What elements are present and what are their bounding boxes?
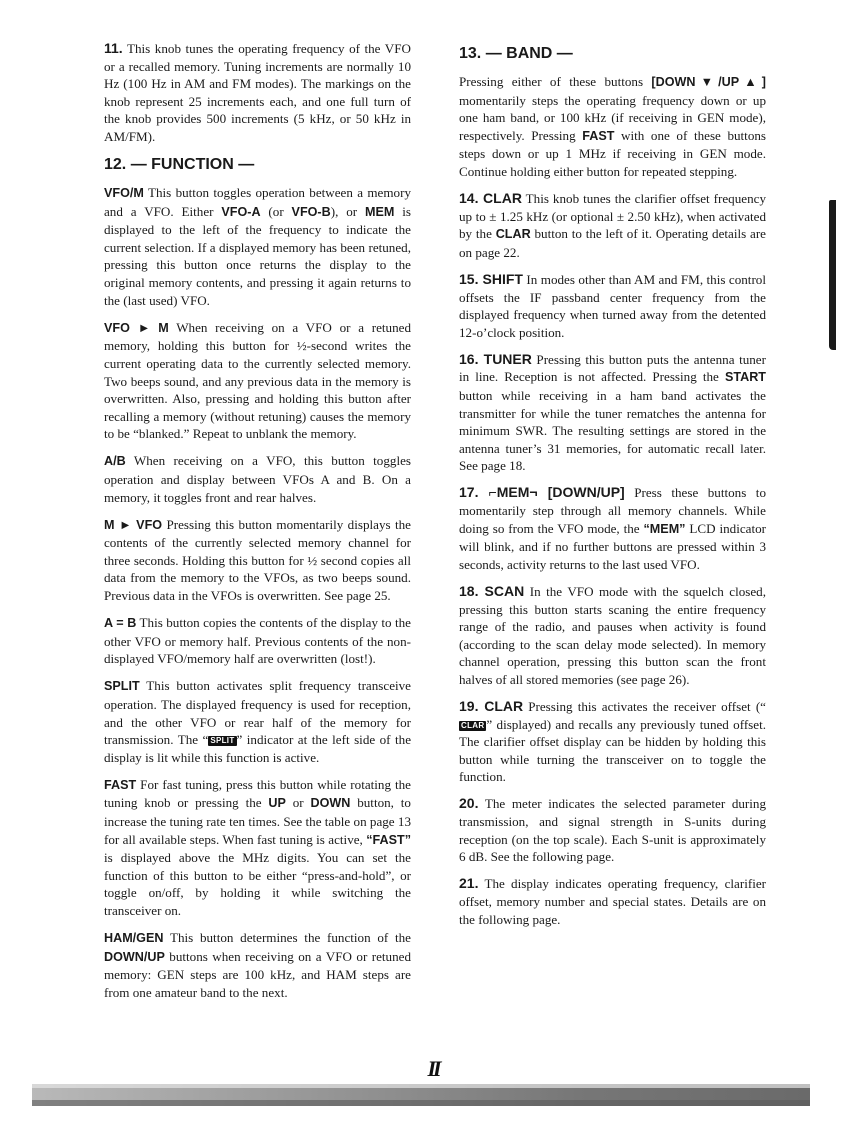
clar-button-term: CLAR xyxy=(495,227,531,242)
item-14-paragraph xyxy=(459,190,766,261)
a-equals-b-paragraph xyxy=(104,614,411,668)
footer-bar-shadow xyxy=(32,1100,810,1106)
split-term: SPLIT xyxy=(104,679,140,694)
item-21-number: 21. xyxy=(459,875,479,892)
start-term: START xyxy=(724,370,766,385)
vfo-m-term: VFO/M xyxy=(104,186,144,201)
down-up-term: DOWN/UP xyxy=(104,949,165,964)
item-19-text-1: Pressing this activates the receiver offset (“ xyxy=(523,699,766,714)
footer-bar-highlight xyxy=(32,1084,810,1088)
split-lcd-indicator: SPLIT xyxy=(210,736,235,746)
item-14-text-1: This knob tunes the clarifier offset frequency up to ± 1.25 kHz (or optional ± 2.50 kHz), when activated by the xyxy=(459,191,766,242)
m-to-vfo-text: Pressing this button momentarily displays the contents of the currently selected memory channel for three seconds. Holding this button for ½ second copies all data from the memory to the VFOs, as two beeps sound. Previous data in the VFOs is overwritten. See page 25. xyxy=(104,516,411,604)
vfo-m-text-3: ), or xyxy=(330,203,365,219)
item-20-number: 20. xyxy=(459,795,479,812)
item-19-paragraph xyxy=(459,698,766,786)
item-18-number: 18. SCAN xyxy=(459,582,525,599)
item-21-text: The display indicates operating frequency, clarifier offset, memory number and special states. Details are on the following page. xyxy=(459,876,766,927)
vfo-a-term: VFO-A xyxy=(221,204,261,219)
right-column xyxy=(459,40,766,938)
fast-text-3: button, to increase the tuning rate ten times. See the table on page 13 for all available steps. When fast tuning is active, xyxy=(104,795,411,847)
item-16-text-1: Pressing this button puts the antenna tuner in line. Reception is not affected. Pressing the xyxy=(459,351,766,385)
item-11-text: This knob tunes the operating frequency of the VFO or a recalled memory. Tuning increments are normally 10 Hz (100 Hz in AM and FM modes). The markings on the knob represent 25 increments each, and one full turn of the knob provides 500 increments (5 kHz, or 50 kHz in AM/FM). xyxy=(104,41,411,144)
a-b-paragraph xyxy=(104,452,411,506)
a-b-text: When receiving on a VFO, this button toggles operation and display between VFOs A and B. On a memory, it toggles front and rear halves. xyxy=(104,453,411,505)
ham-gen-text-1: This button determines the function of the xyxy=(163,930,411,946)
item-15-paragraph xyxy=(459,271,766,341)
item-21-paragraph xyxy=(459,875,766,928)
item-20-paragraph xyxy=(459,795,766,865)
ham-gen-text-2: buttons when receiving on a VFO or retuned memory: GEN steps are 100 kHz, and HAM steps are from one amateur band to the next. xyxy=(104,948,411,1000)
fast-text-1: For fast tuning, press this button while rotating the tuning knob or pressing the xyxy=(104,776,411,811)
a-equals-b-term: A = B xyxy=(104,616,137,631)
down-term: DOWN xyxy=(310,796,351,811)
item-11-paragraph xyxy=(104,40,411,146)
side-thumb-tab xyxy=(829,200,836,350)
vfo-m-paragraph xyxy=(104,184,411,309)
band-fast-term: FAST xyxy=(582,128,615,143)
band-heading: 13. — BAND — xyxy=(459,45,573,62)
split-text-2: ” indicator at the left side of the display is lit while this function is active. xyxy=(104,732,412,765)
item-16-text-2: button while receiving in a ham band activates the transmitter for while the tuner rematches the antenna for minimum SWR. The resulting settings are stored in the antenna tuner’s 31 memories, for automatic recall later. See page 18. xyxy=(459,388,766,474)
fast-term: FAST xyxy=(104,777,137,792)
band-text-1: Pressing either of these buttons xyxy=(459,74,652,89)
band-text-3: with one of these buttons steps down or up 1 MHz if receiving in GEN mode. Continue holding either button for repeated stepping. xyxy=(459,127,767,179)
down-up-buttons-term: [DOWN▼/UP▲] xyxy=(651,75,767,89)
item-15-number: 15. SHIFT xyxy=(459,270,523,287)
item-11-number: 11. xyxy=(104,40,123,56)
mem-indicator-term: “MEM” xyxy=(643,521,686,536)
left-column xyxy=(104,40,411,1011)
item-16-number: 16. TUNER xyxy=(459,350,532,367)
vfo-m-text-4: is displayed to the left of the frequency to indicate the current selection. If a displayed memory has been retuned, pressing this button once returns the display to the original memory contents, and pressing it again returns to the (last used) VFO. xyxy=(104,203,411,308)
fast-display-term: “FAST” xyxy=(366,832,411,847)
ham-gen-paragraph xyxy=(104,929,411,1001)
item-17-text-2: LCD indicator will blink, and if no further buttons are pressed within 3 seconds, activity returns to the last used VFO. xyxy=(459,520,766,572)
fast-paragraph xyxy=(104,776,411,920)
fast-text-4: is displayed above the MHz digits. You can set the function of this button to be either “press-and-hold”, or toggle on/off, by holding it while switching the transceiver on. xyxy=(104,850,411,919)
vfo-to-m-paragraph xyxy=(104,319,411,443)
item-19-text-2: ” displayed) and recalls any previously tuned offset. The clarifier offset display can be hidden by holding this button while turning the transceiver on to toggle the function. xyxy=(459,716,766,785)
split-text-1: This button activates split frequency transceive operation. The displayed frequency is used for reception, and the other VFO or rear half of the memory for transmission. The “ xyxy=(104,678,411,748)
mem-term: MEM xyxy=(365,204,395,219)
ham-gen-term: HAM/GEN xyxy=(104,931,164,946)
fast-text-2: or xyxy=(285,795,311,811)
band-text-2: momentarily steps the operating frequency down or up one ham band, or 100 kHz (if receiving in GEN mode), respectively. Pressing xyxy=(459,92,766,143)
item-14-number: 14. CLAR xyxy=(459,190,522,207)
item-17-text-1: Press these buttons to momentarily step through all memory channels. While doing so from the VFO mode, the xyxy=(459,485,766,536)
item-19-number: 19. CLAR xyxy=(459,698,524,714)
split-paragraph xyxy=(104,677,411,766)
band-paragraph xyxy=(459,73,766,181)
item-20-text: The meter indicates the selected parameter during transmission, and signal strength in S-units during reception (on the top scale). Each S-unit is approximately 6 dB. See the following page. xyxy=(459,796,766,865)
item-18-paragraph xyxy=(459,583,766,689)
m-to-vfo-term: M ► VFO xyxy=(104,517,163,532)
function-heading: 12. — FUNCTION — xyxy=(104,156,255,174)
vfo-b-term: VFO-B xyxy=(291,204,331,219)
item-17-paragraph xyxy=(459,484,766,573)
item-15-text: In modes other than AM and FM, this control offsets the IF passband center frequency from the displayed frequency when turned away from the detented 12-o’clock position. xyxy=(459,271,766,340)
a-b-term: A/B xyxy=(104,454,126,469)
item-14-text-2: button to the left of it. Operating details are on page 22. xyxy=(459,226,766,260)
vfo-to-m-text: When receiving on a VFO or a retuned memory, holding this button for ½-second writes the current operating data to the currently selected memory. Two beeps sound, and any previous data in the memory is overwritten. Also, pressing and holding this button after recalling a memory (without retuning) causes the memory to be “blanked.” Repeat to unblank the memory. xyxy=(104,319,411,442)
page-number: II xyxy=(427,1056,439,1081)
vfo-m-text-1: This button toggles operation between a memory and a VFO. Either xyxy=(104,185,411,219)
vfo-m-text-2: (or xyxy=(260,203,292,219)
m-to-vfo-paragraph xyxy=(104,516,411,605)
a-equals-b-text: This button copies the contents of the display to the other VFO or memory half. Previous contents of the non-displayed VFO/memory half are overwritten (lost!). xyxy=(104,615,411,667)
item-18-text: In the VFO mode with the squelch closed, pressing this button starts scaning the entire frequency range of the radio, and pauses when activity is found (according to the scan delay mode selected). In memory channel operation, pressing this button scan the front halves of all stored memories (see page 26). xyxy=(459,583,766,687)
clar-lcd-indicator: CLAR xyxy=(461,720,485,730)
vfo-to-m-term: VFO ► M xyxy=(104,320,169,335)
footer-bar xyxy=(32,1084,810,1106)
item-17-number: 17. ⌐MEM¬ [DOWN/UP] xyxy=(459,484,625,501)
up-term: UP xyxy=(268,796,286,811)
item-16-paragraph xyxy=(459,351,766,475)
